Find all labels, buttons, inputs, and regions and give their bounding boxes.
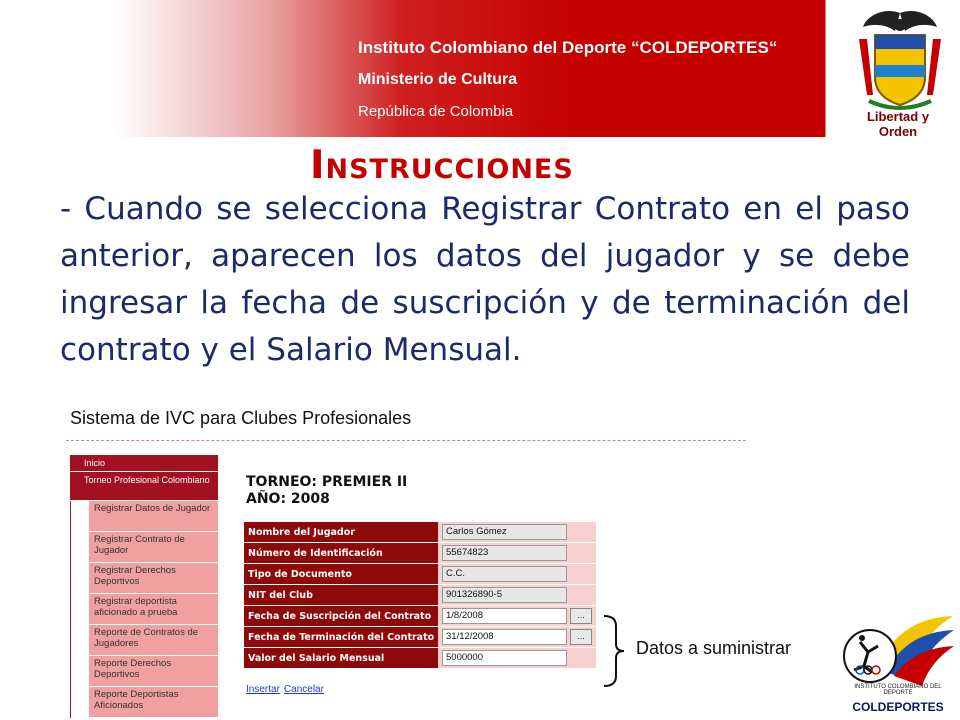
- system-title: Sistema de IVC para Clubes Profesionales: [70, 408, 412, 428]
- date-picker-button[interactable]: ...: [570, 608, 592, 624]
- form-row: [244, 585, 596, 606]
- form-row: [244, 648, 596, 669]
- salary-input[interactable]: 5000000: [442, 650, 567, 666]
- end-date-input[interactable]: 31/12/2008: [442, 629, 567, 645]
- menu-item-reporte-contratos[interactable]: Reporte de Contratos de Jugadores: [89, 625, 218, 656]
- cancel-link[interactable]: Cancelar: [283, 684, 324, 695]
- form-actions: [246, 684, 328, 695]
- club-nit-field: 901326890-5: [442, 587, 567, 603]
- menu-item-inicio[interactable]: Inicio: [70, 455, 218, 472]
- field-label: NIT del Club: [244, 585, 438, 606]
- form-row: [244, 564, 596, 585]
- field-label: Fecha de Suscripción del Contrato: [244, 606, 438, 627]
- divider: [66, 440, 746, 441]
- contract-form: [244, 522, 596, 669]
- header-ministry: Ministerio de Cultura: [358, 71, 518, 88]
- form-row: [244, 543, 596, 564]
- tournament-year: AÑO: 2008: [246, 491, 330, 507]
- signing-date-input[interactable]: 1/8/2008: [442, 608, 567, 624]
- field-label: Valor del Salario Mensual: [244, 648, 438, 669]
- brace-icon: [598, 614, 628, 688]
- form-row: [244, 606, 596, 627]
- menu-item-registrar-datos[interactable]: Registrar Datos de Jugador: [89, 501, 218, 532]
- form-row: [244, 522, 596, 543]
- slide-title: Instrucciones: [310, 143, 574, 188]
- field-label: Nombre del Jugador: [244, 522, 438, 543]
- doc-type-field: C.C.: [442, 566, 567, 582]
- header-institute: Instituto Colombiano del Deporte “COLDEPORTES“: [358, 38, 778, 57]
- player-name-field: Carlos Gómez: [442, 524, 567, 540]
- field-label: Fecha de Terminación del Contrato: [244, 627, 438, 648]
- id-number-field: 55674823: [442, 545, 567, 561]
- field-label: Tipo de Documento: [244, 564, 438, 585]
- tournament-info: [246, 474, 407, 508]
- tournament-name: TORNEO: PREMIER II: [246, 474, 408, 490]
- menu-item-torneo[interactable]: Torneo Profesional Colombiano: [70, 472, 218, 501]
- logo-subtitle: INSTITUTO COLOMBIANO DEL DEPORTE: [854, 684, 942, 696]
- menu-item-registrar-aficionado[interactable]: Registrar deportista aficionado a prueba: [89, 594, 218, 625]
- menu-item-registrar-derechos[interactable]: Registrar Derechos Deportivos: [89, 563, 218, 594]
- insert-link[interactable]: Insertar: [246, 684, 280, 695]
- form-row: [244, 627, 596, 648]
- field-label: Número de Identificación: [244, 543, 438, 564]
- menu-item-reporte-derechos[interactable]: Reporte Derechos Deportivos: [89, 656, 218, 687]
- menu-item-registrar-contrato[interactable]: Registrar Contrato de Jugador: [89, 532, 218, 563]
- logo-name: COLDEPORTES: [852, 700, 944, 714]
- date-picker-button[interactable]: ...: [570, 629, 592, 645]
- crest-motto: Libertad y Orden: [866, 109, 930, 139]
- side-menu: [70, 455, 218, 718]
- menu-item-reporte-aficionados[interactable]: Reporte Deportistas Aficionados: [89, 687, 218, 718]
- slide-paragraph: - Cuando se selecciona Registrar Contrato en el paso anterior, aparecen los datos del jugador y se debe ingresar la fecha de suscripción y de terminación del contrato y el Salario Mensual.: [60, 191, 910, 368]
- annotation-text: Datos a suministrar: [636, 638, 792, 658]
- header-country: República de Colombia: [358, 103, 514, 120]
